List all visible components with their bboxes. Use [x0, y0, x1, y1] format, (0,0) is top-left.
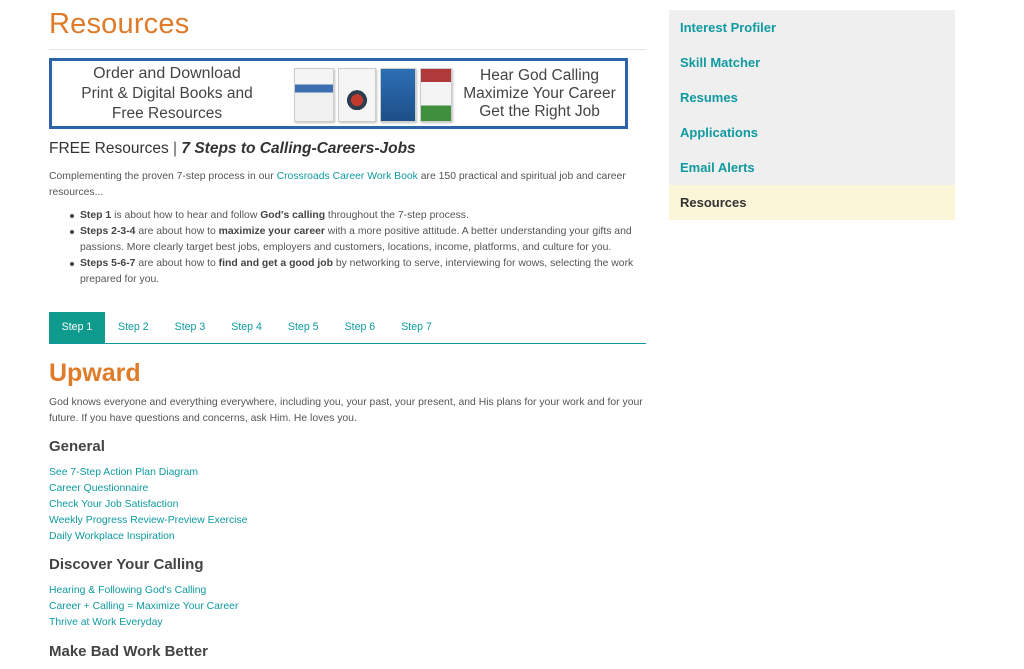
list-item: [49, 497, 247, 513]
section-heading-discover-calling: Discover Your Calling: [49, 556, 204, 573]
sidebar-item-skill-matcher[interactable]: Skill Matcher: [680, 55, 761, 70]
sidebar-item-email-alerts[interactable]: Email Alerts: [680, 160, 755, 175]
steps-list: [80, 208, 646, 288]
sidebar-item-resources[interactable]: Resources: [669, 185, 955, 220]
banner-left-line1: Order and Download: [93, 64, 241, 82]
banner-right-line1: Hear God Calling: [480, 66, 599, 84]
upward-heading: Upward: [49, 359, 141, 387]
section-heading-bad-work-better: Make Bad Work Better: [49, 643, 208, 660]
intro-text-after: are 150 practical and spiritual job and career resources...: [49, 171, 626, 198]
tab-step-3[interactable]: Step 3: [174, 321, 206, 333]
weekly-review-link[interactable]: Weekly Progress Review-Preview Exercise: [49, 515, 248, 526]
intro-paragraph: [49, 169, 646, 201]
sidebar-nav: [669, 10, 955, 220]
intro-text-before: Complementing the proven 7-step process in our: [49, 171, 277, 182]
list-item: [49, 583, 238, 599]
calling-links: [49, 583, 238, 631]
sidebar-item-resumes[interactable]: Resumes: [680, 90, 738, 105]
upward-paragraph: God knows everyone and everything everywhere, including you, your past, your present, and His plans for your work and for your future. If you have questions and concerns, ask Him. He loves you.: [49, 397, 643, 424]
sidebar-item-interest-profiler[interactable]: Interest Profiler: [680, 20, 777, 35]
action-plan-diagram-link[interactable]: See 7-Step Action Plan Diagram: [49, 467, 199, 478]
banner-left-line2: Print & Digital Books and: [81, 84, 253, 102]
step-text: with a more positive attitude. A better understanding your gifts and passions. More clearly target best jobs, employers and customers, locations, income, platforms, and culture for you.: [80, 226, 632, 253]
heading-separator: |: [173, 140, 178, 157]
list-item: [80, 256, 646, 288]
tab-step-1[interactable]: Step 1: [49, 312, 105, 343]
list-item: [49, 529, 247, 545]
banner-right-line2: Maximize Your Career: [463, 84, 616, 102]
step-text: throughout the 7-step process.: [325, 210, 469, 221]
step-text: are about how to: [135, 258, 219, 269]
list-item: [80, 208, 646, 224]
step-text: are about how to: [135, 226, 219, 237]
books-banner[interactable]: [49, 58, 628, 129]
job-satisfaction-link[interactable]: Check Your Job Satisfaction: [49, 499, 179, 510]
tab-step-4[interactable]: Step 4: [231, 321, 262, 333]
book-covers-image: [284, 64, 454, 124]
hearing-gods-calling-link[interactable]: Hearing & Following God's Calling: [49, 585, 207, 596]
sidebar-item-applications[interactable]: Applications: [680, 125, 759, 140]
book-cover-icon: [294, 68, 334, 122]
banner-right-text: [454, 67, 625, 121]
step-bold-label: Steps 5-6-7: [80, 258, 136, 269]
book-cover-icon: [380, 68, 416, 122]
step-bold-label: Steps 2-3-4: [80, 226, 136, 237]
step-bold-phrase: find and get a good job: [218, 258, 333, 269]
step-text: is about how to hear and follow: [111, 210, 261, 221]
page-title: Resources: [49, 8, 190, 40]
title-divider: [49, 49, 646, 50]
banner-right-line3: Get the Right Job: [479, 102, 600, 120]
step-tabs: [49, 312, 646, 344]
list-item: [49, 615, 238, 631]
career-questionnaire-link[interactable]: Career Questionnaire: [49, 483, 149, 494]
list-item: [49, 599, 238, 615]
tab-step-6[interactable]: Step 6: [344, 321, 376, 333]
thrive-at-work-link[interactable]: Thrive at Work Everyday: [49, 617, 163, 628]
banner-left-text: [52, 64, 282, 124]
maximize-career-link[interactable]: Career + Calling = Maximize Your Career: [49, 601, 239, 612]
book-cover-icon: [420, 68, 452, 122]
book-cover-icon: [338, 68, 376, 122]
step-bold-phrase: God's calling: [260, 210, 326, 221]
free-resources-heading: [49, 140, 416, 158]
daily-inspiration-link[interactable]: Daily Workplace Inspiration: [49, 531, 175, 542]
free-resources-prefix: FREE Resources: [49, 140, 169, 157]
step-bold-label: Step 1: [80, 210, 112, 221]
general-links: [49, 465, 247, 545]
list-item: [80, 224, 646, 256]
step-bold-phrase: maximize your career: [218, 226, 325, 237]
section-heading-general: General: [49, 438, 105, 455]
list-item: [49, 481, 247, 497]
tab-step-5[interactable]: Step 5: [287, 321, 319, 333]
step-text: by networking to serve, interviewing for wows, selecting the work prepared for you.: [80, 258, 634, 285]
tab-step-2[interactable]: Step 2: [118, 321, 149, 333]
list-item: [49, 513, 247, 529]
list-item: [49, 465, 247, 481]
seven-steps-title: 7 Steps to Calling-Careers-Jobs: [181, 140, 416, 157]
banner-left-line3: Free Resources: [111, 104, 223, 122]
work-book-link[interactable]: Crossroads Career Work Book: [276, 171, 418, 182]
tab-step-7[interactable]: Step 7: [401, 321, 432, 333]
